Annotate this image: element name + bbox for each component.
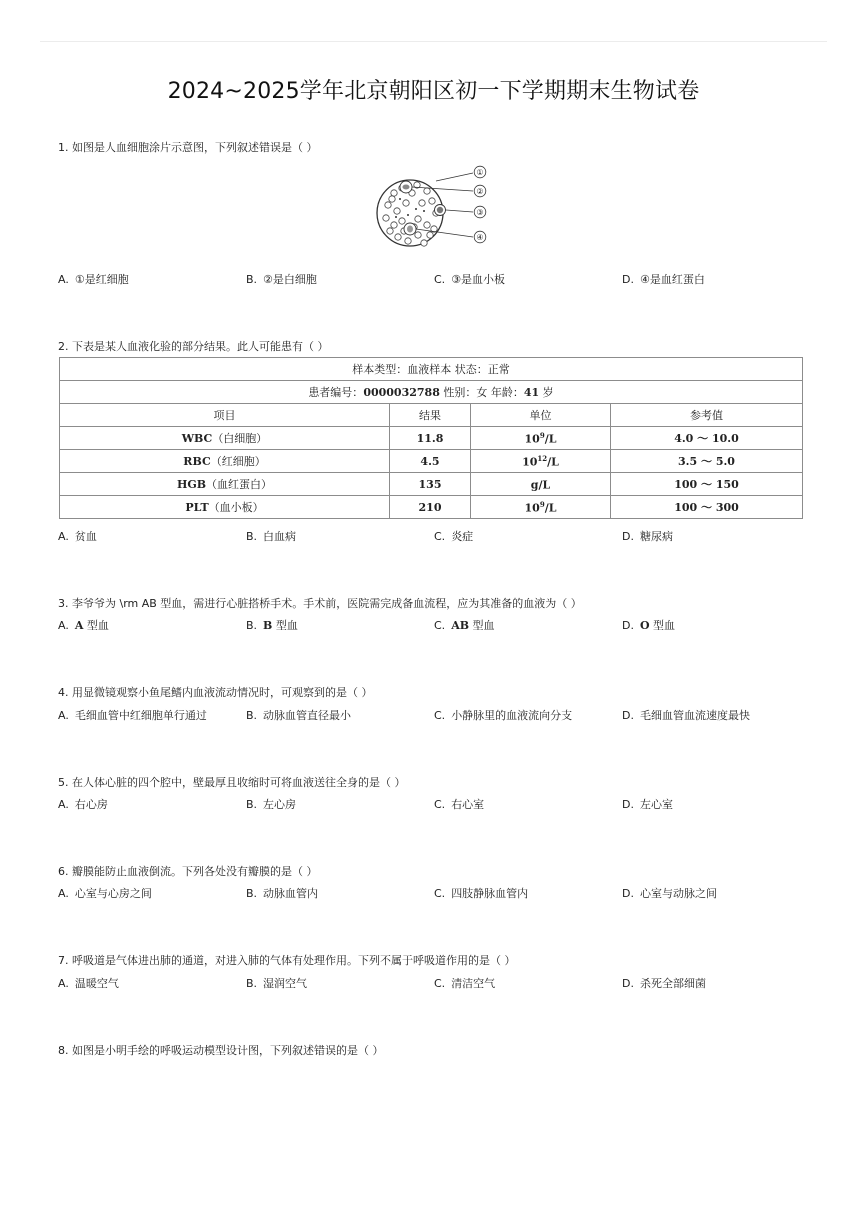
option-a[interactable]: A. ①是红细胞 xyxy=(58,273,129,286)
option-d[interactable]: D. 糖尿病 xyxy=(622,530,673,543)
question-3-options xyxy=(58,617,818,633)
question-2-stem: 2. 下表是某人血液化验的部分结果。此人可能患有（ ） xyxy=(58,340,329,353)
option-b[interactable]: B. B 型血 xyxy=(246,619,298,632)
question-4-options xyxy=(58,707,818,723)
page-top-divider xyxy=(40,41,827,42)
question-7-stem: 7. 呼吸道是气体进出肺的通道，对进入肺的气体有处理作用。下列不属于呼吸道作用的是（ ） xyxy=(58,954,516,967)
option-a[interactable]: A. 右心房 xyxy=(58,798,108,811)
header-unit: 单位 xyxy=(471,404,611,427)
figure-label-4: ④ xyxy=(476,233,484,242)
option-b[interactable]: B. 左心房 xyxy=(246,798,297,811)
option-d[interactable]: D. 心室与动脉之间 xyxy=(622,887,717,900)
sample-info-row: 样本类型：血液样本 状态：正常 xyxy=(60,358,803,381)
option-b[interactable]: B. ②是白细胞 xyxy=(246,273,317,286)
table-row: PLT（血小板） 210 $10^9/L$ 100 ～ 300 xyxy=(60,496,803,519)
patient-info-row: 患者编号：0000032788 性别：女 年龄：41 岁 xyxy=(60,381,803,404)
figure-label-2: ② xyxy=(476,187,484,196)
option-c[interactable]: C. AB 型血 xyxy=(434,619,495,632)
table-row: WBC（白细胞） 11.8 $10^9/L$ 4.0 ～ 10.0 xyxy=(60,427,803,450)
option-d[interactable]: D. 杀死全部细菌 xyxy=(622,977,706,990)
option-c[interactable]: C. 右心室 xyxy=(434,798,485,811)
question-7-options xyxy=(58,975,818,991)
question-8-stem: 8. 如图是小明手绘的呼吸运动模型设计图，下列叙述错误的是（ ） xyxy=(58,1044,384,1057)
question-1-stem: 1. 如图是人血细胞涂片示意图，下列叙述错误是（ ） xyxy=(58,141,318,154)
option-c[interactable]: C. 小静脉里的血液流向分支 xyxy=(434,709,573,722)
question-6-stem: 6. 瓣膜能防止血液倒流。下列各处没有瓣膜的是（ ） xyxy=(58,865,318,878)
option-b[interactable]: B. 动脉血管内 xyxy=(246,887,319,900)
figure-label-3: ③ xyxy=(476,208,484,217)
exam-title: 2024~2025学年北京朝阳区初一下学期期末生物试卷 xyxy=(167,79,700,104)
option-b[interactable]: B. 白血病 xyxy=(246,530,297,543)
table-header-row xyxy=(60,404,803,427)
option-d[interactable]: D. O 型血 xyxy=(622,619,676,632)
option-d[interactable]: D. 左心室 xyxy=(622,798,673,811)
option-b[interactable]: B. 动脉血管直径最小 xyxy=(246,709,352,722)
option-b[interactable]: B. 湿润空气 xyxy=(246,977,308,990)
figure-label-1: ① xyxy=(476,168,484,177)
option-a[interactable]: A. 心室与心房之间 xyxy=(58,887,152,900)
question-1-options xyxy=(58,271,818,287)
option-c[interactable]: C. 四肢静脉血管内 xyxy=(434,887,529,900)
option-a[interactable]: A. 温暖空气 xyxy=(58,977,119,990)
question-5-stem: 5. 在人体心脏的四个腔中，壁最厚且收缩时可将血液送往全身的是（ ） xyxy=(58,776,406,789)
option-a[interactable]: A. 贫血 xyxy=(58,530,97,543)
question-5-options xyxy=(58,796,818,812)
option-a[interactable]: A. 毛细血管中红细胞单行通过 xyxy=(58,709,207,722)
blood-smear-circle xyxy=(377,180,446,246)
table-row: RBC（红细胞） 4.5 $10^{12}/L$ 3.5 ～ 5.0 xyxy=(60,450,803,473)
question-3-stem: 3. 李爷爷为 \rm AB 型血，需进行心脏搭桥手术。手术前，医院需完成备血流程，应为其准备的血液为（ ） xyxy=(58,597,582,610)
option-d[interactable]: D. ④是血红蛋白 xyxy=(622,273,705,286)
header-reference: 参考值 xyxy=(611,404,803,427)
header-item: 项目 xyxy=(60,404,390,427)
blood-test-table xyxy=(59,357,803,519)
question-2-options xyxy=(58,528,818,544)
option-a[interactable]: A. A 型血 xyxy=(58,619,109,632)
header-result: 结果 xyxy=(390,404,471,427)
table-row: HGB（血红蛋白） 135 g/L 100 ～ 150 xyxy=(60,473,803,496)
option-c[interactable]: C. 炎症 xyxy=(434,530,474,543)
option-d[interactable]: D. 毛细血管血流速度最快 xyxy=(622,709,750,722)
question-6-options xyxy=(58,885,818,901)
option-c[interactable]: C. ③是血小板 xyxy=(434,273,506,286)
blood-smear-figure xyxy=(372,163,492,259)
question-4-stem: 4. 用显微镜观察小鱼尾鳍内血液流动情况时，可观察到的是（ ） xyxy=(58,686,373,699)
option-c[interactable]: C. 清洁空气 xyxy=(434,977,496,990)
